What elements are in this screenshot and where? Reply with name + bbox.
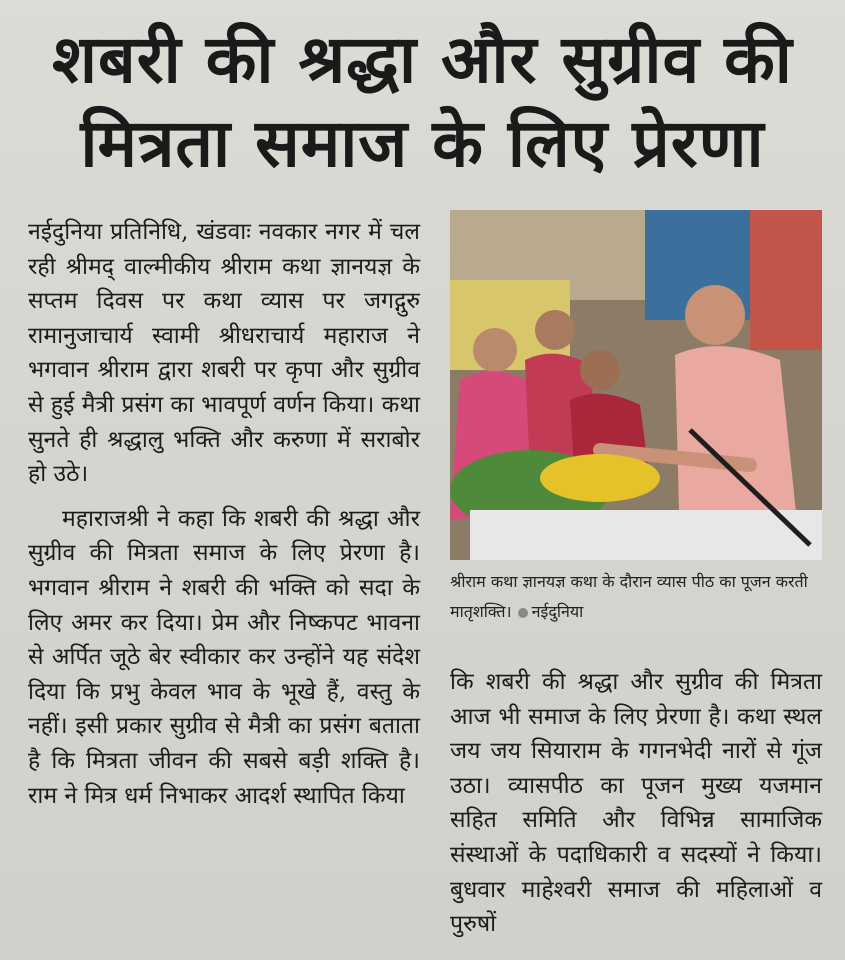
headline-line-1: शबरी की श्रद्धा और सुग्रीव की xyxy=(52,21,793,98)
photo-credit: नईदुनिया xyxy=(531,602,584,621)
paragraph-3: कि शबरी की श्रद्धा और सुग्रीव की मित्रता आज भी समाज के लिए प्रेरणा है। कथा स्थल जय जय सियाराम के गगनभेदी नारों से गूंज उठा। व्यासपीठ का पूजन मुख्य यजमान सहित समिति और विभिन्न सामाजिक संस्थाओं के पदाधिकारी व सदस्यों ने किया। बुधवार माहेश्वरी समाज की महिलाओं व पुरुषों xyxy=(450,669,822,938)
headline xyxy=(0,18,845,186)
headline-line-2: मित्रता समाज के लिए प्रेरणा xyxy=(80,105,765,182)
bullet-icon xyxy=(518,608,528,618)
right-column xyxy=(450,665,822,942)
news-photo xyxy=(450,210,822,560)
paragraph-2: महाराजश्री ने कहा कि शबरी की श्रद्धा और सुग्रीव की मित्रता समाज के लिए प्रेरणा है। भगवान श्रीराम ने शबरी की भक्ति को सदा के लिए अमर कर दिया। प्रेम और निष्कपट भावना से अर्पित जूठे बेर स्वीकार कर उन्होंने यह संदेश दिया कि प्रभु केवल भाव के भूखे हैं, वस्तु के नहीं। इसी प्रकार सुग्रीव से मैत्री का प्रसंग बताता है कि मित्रता जीवन की सबसे बड़ी शक्ति है। राम ने मित्र धर्म निभाकर आदर्श स्थापित किया xyxy=(28,505,420,809)
photo-caption xyxy=(450,567,822,627)
paragraph-1: नईदुनिया प्रतिनिधि, खंडवाः नवकार नगर में चल रही श्रीमद् वाल्मीकीय श्रीराम कथा ज्ञानयज्ञ के सप्तम दिवस पर कथा व्यास पर जगद्गुरु रामानुजाचार्य स्वामी श्रीधराचार्य महाराज ने भगवान श्रीराम द्वारा शबरी पर कृपा और सुग्रीव से हुई मैत्री प्रसंग का भावपूर्ण वर्णन किया। कथा सुनते ही श्रद्धालु भक्ति और करुणा में सराबोर हो उठे। xyxy=(28,219,420,488)
photo-illustration xyxy=(450,210,822,560)
left-column xyxy=(28,215,420,813)
caption-text: श्रीराम कथा ज्ञानयज्ञ कथा के दौरान व्यास पीठ का पूजन करती मातृशक्ति। xyxy=(450,572,808,621)
